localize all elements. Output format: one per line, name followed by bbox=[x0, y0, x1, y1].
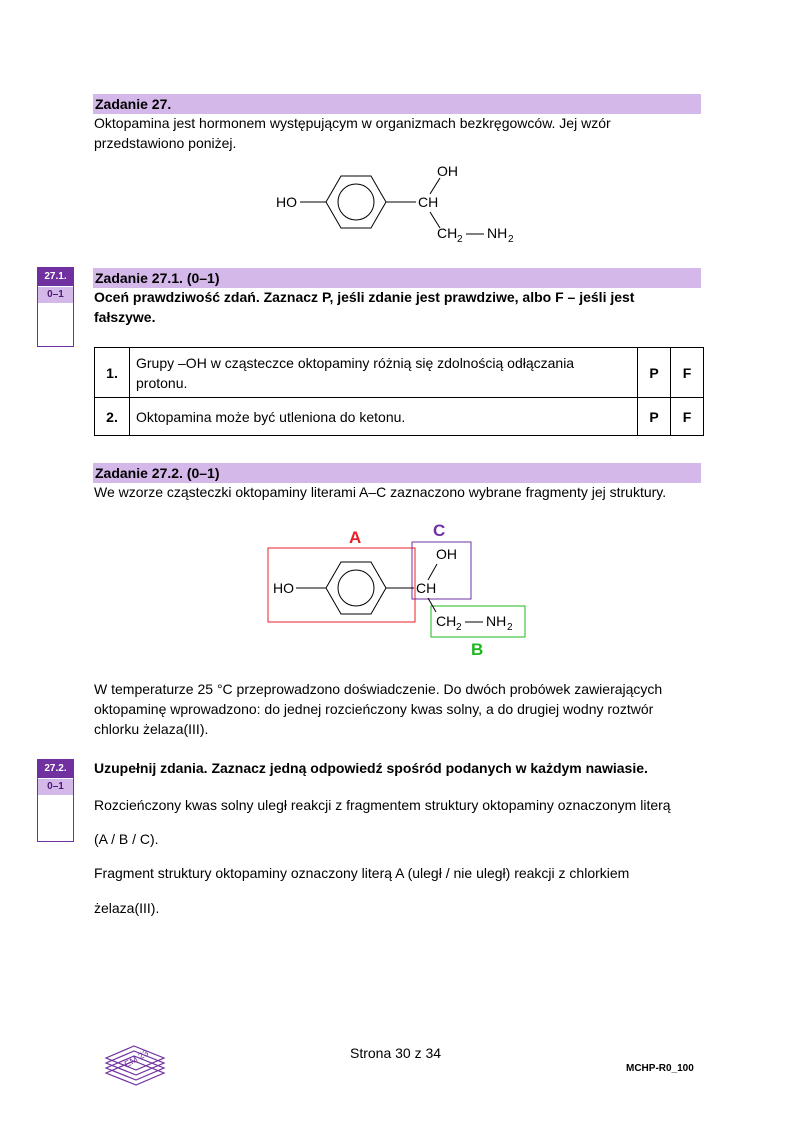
score-box-field[interactable] bbox=[38, 303, 73, 345]
page-number: Strona 30 z 34 bbox=[350, 1045, 442, 1061]
table-row bbox=[95, 398, 704, 436]
aromatic-circle bbox=[338, 184, 374, 220]
svg-text:CH: CH bbox=[416, 580, 437, 596]
octopamine-formula bbox=[270, 158, 530, 250]
task-27-1-instruction: Oceń prawdziwość zdań. Zaznacz P, jeśli zdanie jest prawdziwe, albo F – jeśli jest fałszywe. bbox=[94, 289, 635, 325]
svg-text:2: 2 bbox=[507, 622, 513, 633]
formula-nh2: NH bbox=[487, 225, 508, 241]
score-box-points: 0–1 bbox=[38, 286, 73, 303]
formula-ch2: CH bbox=[437, 225, 458, 241]
score-box-number: 27.1. bbox=[38, 268, 73, 286]
svg-text:2: 2 bbox=[508, 234, 514, 245]
true-false-table bbox=[94, 347, 704, 436]
row-statement: Oktopamina może być utleniona do ketonu. bbox=[130, 398, 638, 436]
svg-text:OH: OH bbox=[436, 546, 457, 562]
score-box-27-2 bbox=[37, 759, 74, 842]
score-box-field[interactable] bbox=[38, 795, 73, 840]
experiment-description: W temperaturze 25 °C przeprowadzono doświadczenie. Do dwóch probówek zawierających oktopaminę wprowadzono: do jednej rozcieńczony kwas solny, a do drugiej wodny roztwór chlorku żelaza(III). bbox=[94, 681, 663, 737]
cke-logo-icon bbox=[102, 1039, 168, 1089]
formula-oh: OH bbox=[437, 163, 458, 179]
document-code: MCHP-R0_100 bbox=[626, 1063, 694, 1074]
task-27-2-intro: We wzorze cząsteczki oktopaminy literami A–C zaznaczono wybrane fragmenty jej struktury. bbox=[94, 484, 667, 500]
svg-text:HO: HO bbox=[273, 580, 294, 596]
score-box-number: 27.2. bbox=[38, 760, 73, 778]
label-b: B bbox=[471, 640, 484, 659]
task-27-2-instruction: Uzupełnij zdania. Zaznacz jedną odpowiedź spośród podanych w każdym nawiasie. bbox=[94, 760, 648, 776]
row-number: 2. bbox=[95, 398, 130, 436]
row-number: 1. bbox=[95, 348, 130, 398]
sentence-1-options[interactable]: (A / B / C). bbox=[94, 831, 159, 847]
answer-f[interactable]: F bbox=[671, 348, 704, 398]
svg-text:CH: CH bbox=[436, 613, 457, 629]
formula-ho: HO bbox=[276, 194, 297, 210]
task-27-header: Zadanie 27. bbox=[93, 94, 701, 114]
answer-f[interactable]: F bbox=[671, 398, 704, 436]
answer-p[interactable]: P bbox=[638, 348, 671, 398]
label-a: A bbox=[349, 528, 362, 547]
sentence-1-line-1: Rozcieńczony kwas solny uległ reakcji z fragmentem struktury oktopaminy oznaczonym literą bbox=[94, 797, 671, 813]
task-27-intro bbox=[94, 113, 704, 153]
row-statement: Grupy –OH w cząsteczce oktopaminy różnią się zdolnością odłączania protonu. bbox=[130, 348, 638, 398]
svg-text:NH: NH bbox=[486, 613, 507, 629]
formula-ch: CH bbox=[418, 194, 439, 210]
octopamine-labeled-formula bbox=[262, 518, 537, 660]
score-box-points: 0–1 bbox=[38, 778, 73, 795]
svg-text:2: 2 bbox=[456, 622, 462, 633]
svg-text:2: 2 bbox=[457, 234, 463, 245]
sentence-2-line-2: żelaza(III). bbox=[94, 900, 160, 916]
task-27-1-header: Zadanie 27.1. (0–1) bbox=[93, 268, 701, 288]
logo-text: EM 23 bbox=[122, 1047, 151, 1070]
table-row bbox=[95, 348, 704, 398]
score-box-27-1 bbox=[37, 267, 74, 347]
answer-p[interactable]: P bbox=[638, 398, 671, 436]
intro-line-1: Oktopamina jest hormonem występującym w organizmach bezkręgowców. Jej wzór bbox=[94, 115, 611, 131]
intro-line-2: przedstawiono poniżej. bbox=[94, 135, 237, 151]
sentence-2-line-1[interactable]: Fragment struktury oktopaminy oznaczony literą A (uległ / nie uległ) reakcji z chlorkiem bbox=[94, 865, 630, 881]
task-27-2-header: Zadanie 27.2. (0–1) bbox=[93, 463, 701, 483]
label-c: C bbox=[433, 521, 446, 540]
